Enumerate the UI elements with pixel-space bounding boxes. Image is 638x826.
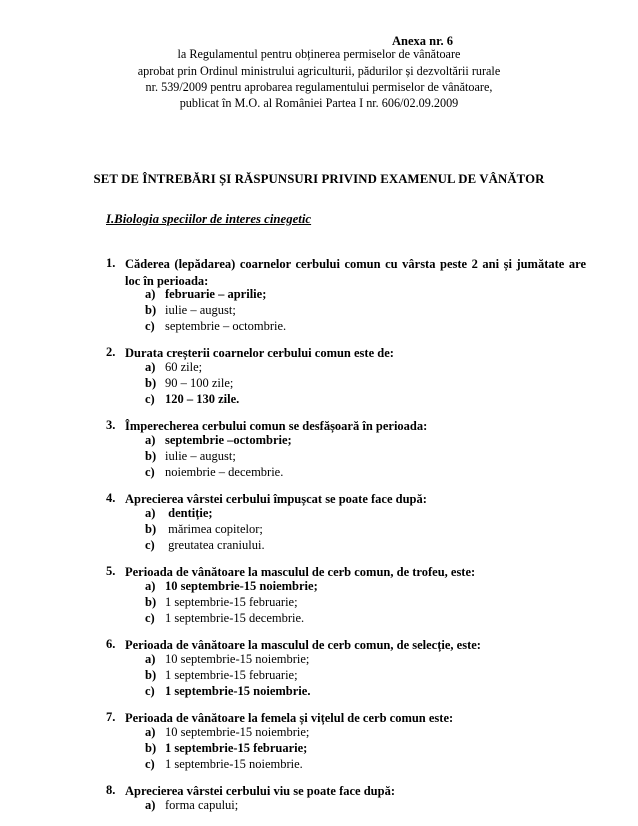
question-number: 4. <box>106 491 116 505</box>
question-text: Împerecherea cerbului comun se desfășoară în perioada: <box>125 419 428 433</box>
question-number: 5. <box>106 564 116 578</box>
option-letter: b) <box>145 449 157 463</box>
question-number: 6. <box>106 637 116 651</box>
option-letter: a) <box>145 579 156 593</box>
option-text: 1 septembrie-15 februarie; <box>165 668 298 682</box>
option-letter: a) <box>145 652 156 666</box>
option-4c <box>145 538 265 553</box>
option-text: iulie – august; <box>165 303 236 317</box>
option-letter: a) <box>145 725 156 739</box>
option-letter: a) <box>145 506 156 520</box>
option-letter: b) <box>145 522 157 536</box>
option-7c <box>145 757 303 772</box>
question-text: Perioada de vânătoare la masculul de cerb comun, de selecție, este: <box>125 638 481 652</box>
annex-number: Anexa nr. 6 <box>392 34 454 48</box>
option-7a <box>145 725 309 740</box>
option-6b <box>145 668 298 683</box>
option-letter: c) <box>145 392 155 406</box>
document-title: SET DE ÎNTREBĂRI ȘI RĂSPUNSURI PRIVIND EXAMENUL DE VÂNĂTOR <box>93 172 545 186</box>
option-letter: c) <box>145 465 155 479</box>
question-number: 2. <box>106 345 116 359</box>
option-5c <box>145 611 304 626</box>
option-text: septembrie – octombrie. <box>165 319 287 333</box>
option-letter: a) <box>145 287 156 301</box>
option-1b <box>145 303 236 318</box>
option-3c <box>145 465 283 480</box>
header-line-1: la Regulamentul pentru obținerea permiselor de vânătoare <box>177 47 461 61</box>
option-8a <box>145 798 238 813</box>
option-1a <box>145 287 266 302</box>
option-letter: b) <box>145 376 157 390</box>
option-letter: a) <box>145 798 156 812</box>
option-5a <box>145 579 318 594</box>
option-text: forma capului; <box>165 798 239 812</box>
option-6c <box>145 684 310 699</box>
option-text: 60 zile; <box>165 360 203 374</box>
option-letter: c) <box>145 757 155 771</box>
header-line-2: aprobat prin Ordinul ministrului agriculturii, pădurilor și dezvoltării rurale <box>137 64 501 78</box>
option-3a <box>145 433 292 448</box>
option-text: 120 – 130 zile. <box>165 392 240 406</box>
option-text: iulie – august; <box>165 449 236 463</box>
option-letter: a) <box>145 360 156 374</box>
option-text: septembrie –octombrie; <box>165 433 292 447</box>
option-3b <box>145 449 236 464</box>
option-text: 10 septembrie-15 noiembrie; <box>165 652 310 666</box>
option-text: 1 septembrie-15 decembrie. <box>165 611 305 625</box>
option-text: dentiție; <box>165 506 213 520</box>
question-text: Durata creșterii coarnelor cerbului comun este de: <box>125 346 394 360</box>
option-text: 1 septembrie-15 noiembrie. <box>165 684 311 698</box>
section-heading: I.Biologia speciilor de interes cinegetic <box>106 212 312 226</box>
question-text: Aprecierea vârstei cerbului împușcat se poate face după: <box>125 492 427 506</box>
option-2a <box>145 360 202 375</box>
question-number: 8. <box>106 783 116 797</box>
option-text: 90 – 100 zile; <box>165 376 234 390</box>
option-letter: c) <box>145 611 155 625</box>
option-text: 1 septembrie-15 februarie; <box>165 741 308 755</box>
option-text: 10 septembrie-15 noiembrie; <box>165 725 310 739</box>
option-7b <box>145 741 307 756</box>
option-text: februarie – aprilie; <box>165 287 267 301</box>
option-1c <box>145 319 286 334</box>
question-number: 3. <box>106 418 116 432</box>
option-4b <box>145 522 263 537</box>
question-text: Căderea (lepădarea) coarnelor cerbului comun cu vârsta peste 2 ani și jumătate are loc în perioada: <box>125 257 586 288</box>
question-1 <box>106 256 586 289</box>
question-text: Perioada de vânătoare la masculul de cerb comun, de trofeu, este: <box>125 565 476 579</box>
option-letter: c) <box>145 684 155 698</box>
question-number: 7. <box>106 710 116 724</box>
header-line-4: publicat în M.O. al României Partea I nr. 606/02.09.2009 <box>179 96 459 110</box>
option-text: greutatea craniului. <box>165 538 265 552</box>
option-text: 1 septembrie-15 februarie; <box>165 595 298 609</box>
option-letter: b) <box>145 595 157 609</box>
option-letter: c) <box>145 319 155 333</box>
option-text: 10 septembrie-15 noiembrie; <box>165 579 318 593</box>
option-letter: b) <box>145 668 157 682</box>
option-text: mărimea copitelor; <box>165 522 263 536</box>
option-letter: c) <box>145 538 155 552</box>
question-text: Perioada de vânătoare la femela și vițelul de cerb comun este: <box>125 711 454 725</box>
option-letter: b) <box>145 303 157 317</box>
option-2b <box>145 376 233 391</box>
option-6a <box>145 652 309 667</box>
option-text: 1 septembrie-15 noiembrie. <box>165 757 303 771</box>
header-line-3: nr. 539/2009 pentru aprobarea regulamentului permiselor de vânătoare, <box>145 80 493 94</box>
option-5b <box>145 595 298 610</box>
option-letter: a) <box>145 433 156 447</box>
option-text: noiembrie – decembrie. <box>165 465 284 479</box>
question-number: 1. <box>106 256 116 270</box>
option-2c <box>145 392 239 407</box>
option-4a <box>145 506 213 521</box>
option-letter: b) <box>145 741 157 755</box>
question-text: Aprecierea vârstei cerbului viu se poate face după: <box>125 784 395 798</box>
